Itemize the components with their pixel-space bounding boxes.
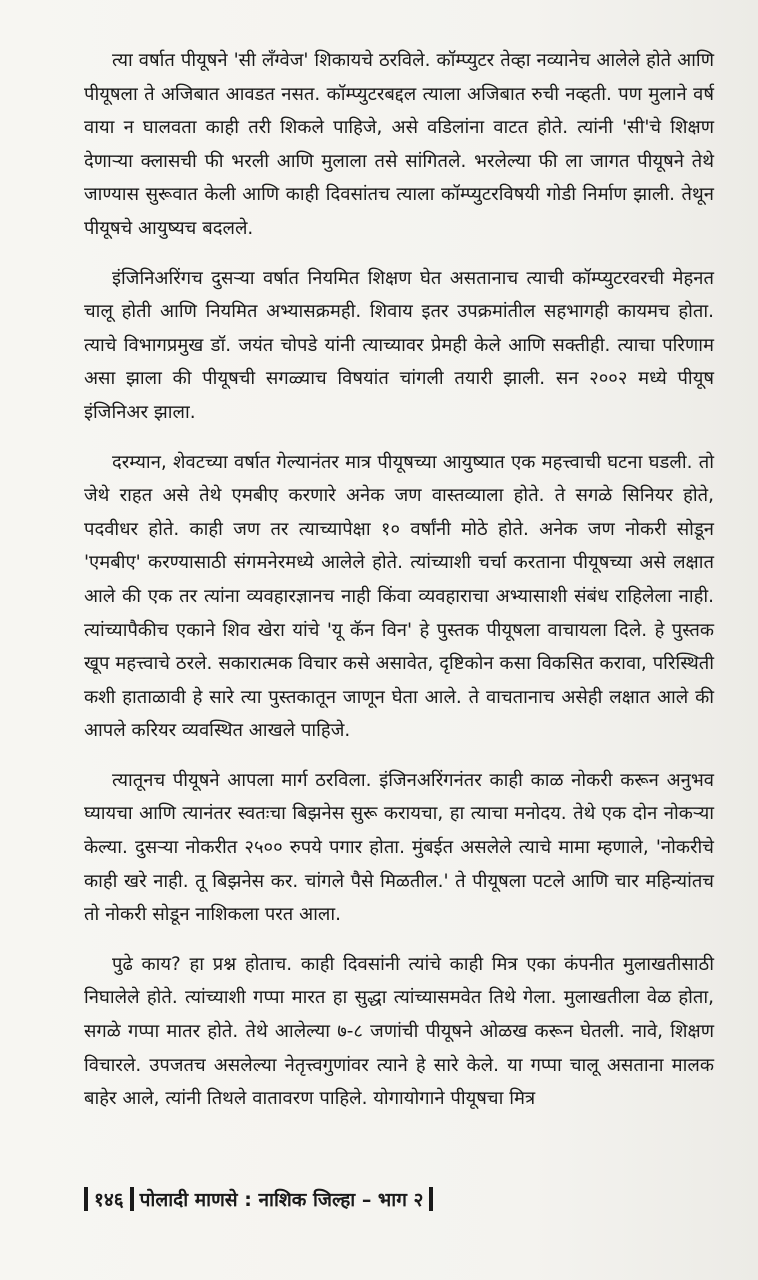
footer-divider (130, 1187, 134, 1211)
footer-divider (429, 1187, 433, 1211)
book-title: पोलादी माणसे : नाशिक जिल्हा – भाग २ (139, 1189, 424, 1211)
paragraph: पुढे काय? हा प्रश्न होताच. काही दिवसांनी त्यांचे काही मित्र एका कंपनीत मुलाखतीसाठी निघालेले होते. त्यांच्याशी गप्पा मारत हा सुद्धा त्यांच्यासमवेत तिथे गेला. मुलाखतीला वेळ होता, सगळे गप्पा मातर होते. तेथे आलेल्या ७-८ जणांची पीयूषने ओळख करून घेतली. नावे, शिक्षण विचारले. उपजतच असलेल्या नेतृत्त्वगुणांवर त्याने हे सारे केले. या गप्पा चालू असताना मालक बाहेर आले, त्यांनी तिथले वातावरण पाहिले. योगायोगाने पीयूषचा मित्र (84, 953, 714, 1110)
paragraph: त्यातूनच पीयूषने आपला मार्ग ठरविला. इंजिनअरिंगनंतर काही काळ नोकरी करून अनुभव घ्यायचा आणि त्यानंतर स्वतःचा बिझनेस सुरू करायचा, हा त्याचा मनोदय. तेथे एक दोन नोकऱ्या केल्या. दुसऱ्या नोकरीत २५०० रुपये पगार होता. मुंबईत असलेले त्याचे मामा म्हणाले, 'नोकरीचे काही खरे नाही. तू बिझनेस कर. चांगले पैसे मिळतील.' ते पीयूषला पटले आणि चार महिन्यांतच तो नोकरी सोडून नाशिकला परत आला. (84, 769, 714, 926)
page-footer (84, 1186, 433, 1212)
body-text (84, 44, 714, 1132)
footer-divider (84, 1187, 88, 1211)
page-number: १४६ (94, 1189, 124, 1211)
paragraph: दरम्यान, शेवटच्या वर्षात गेल्यानंतर मात्र पीयूषच्या आयुष्यात एक महत्त्वाची घटना घडली. तो जेथे राहत असे तेथे एमबीए करणारे अनेक जण वास्तव्याला होते. ते सगळे सिनियर होते, पदवीधर होते. काही जण तर त्याच्यापेक्षा १० वर्षांनी मोठे होते. अनेक जण नोकरी सोडून 'एमबीए' करण्यासाठी संगमनेरमध्ये आलेले होते. त्यांच्याशी चर्चा करताना पीयूषच्या असे लक्षात आले की एक तर त्यांना व्यवहारज्ञानच नाही किंवा व्यवहाराचा अभ्यासाशी संबंध राहिलेला नाही. त्यांच्यापैकीच एकाने शिव खेरा यांचे 'यू कॅन विन' हे पुस्तक पीयूषला वाचायला दिले. हे पुस्तक खूप महत्त्वाचे ठरले. सकारात्मक विचार कसे असावेत, दृष्टिकोन कसा विकसित करावा, परिस्थिती कशी हाताळावी हे सारे त्या पुस्तकातून जाणून घेता आले. ते वाचतानाच असेही लक्षात आले की आपले करियर व्यवस्थित आखले पाहिजे. (84, 451, 714, 742)
paragraph: त्या वर्षात पीयूषने 'सी लँग्वेज' शिकायचे ठरविले. कॉम्प्युटर तेव्हा नव्यानेच आलेले होते आणि पीयूषला ते अजिबात आवडत नसत. कॉम्प्युटरबद्दल त्याला अजिबात रुची नव्हती. पण मुलाने वर्ष वाया न घालवता काही तरी शिकले पाहिजे, असे वडिलांना वाटत होते. त्यांनी 'सी'चे शिक्षण देणाऱ्या क्लासची फी भरली आणि मुलाला तसे सांगितले. भरलेल्या फी ला जागत पीयूषने तेथे जाण्यास सुरूवात केली आणि काही दिवसांतच त्याला कॉम्प्युटरविषयी गोडी निर्माण झाली. तेथून पीयूषचे आयुष्यच बदलले. (84, 50, 714, 239)
paragraph: इंजिनिअरिंगच दुसऱ्या वर्षात नियमित शिक्षण घेत असतानाच त्याची कॉम्प्युटरवरची मेहनत चालू होती आणि नियमित अभ्यासक्रमही. शिवाय इतर उपक्रमांतील सहभागही कायमच होता. त्याचे विभागप्रमुख डॉ. जयंत चोपडे यांनी त्याच्यावर प्रेमही केले आणि सक्तीही. त्याचा परिणाम असा झाला की पीयूषची सगळ्याच विषयांत चांगली तयारी झाली. सन २००२ मध्ये पीयूष इंजिनिअर झाला. (84, 267, 714, 423)
